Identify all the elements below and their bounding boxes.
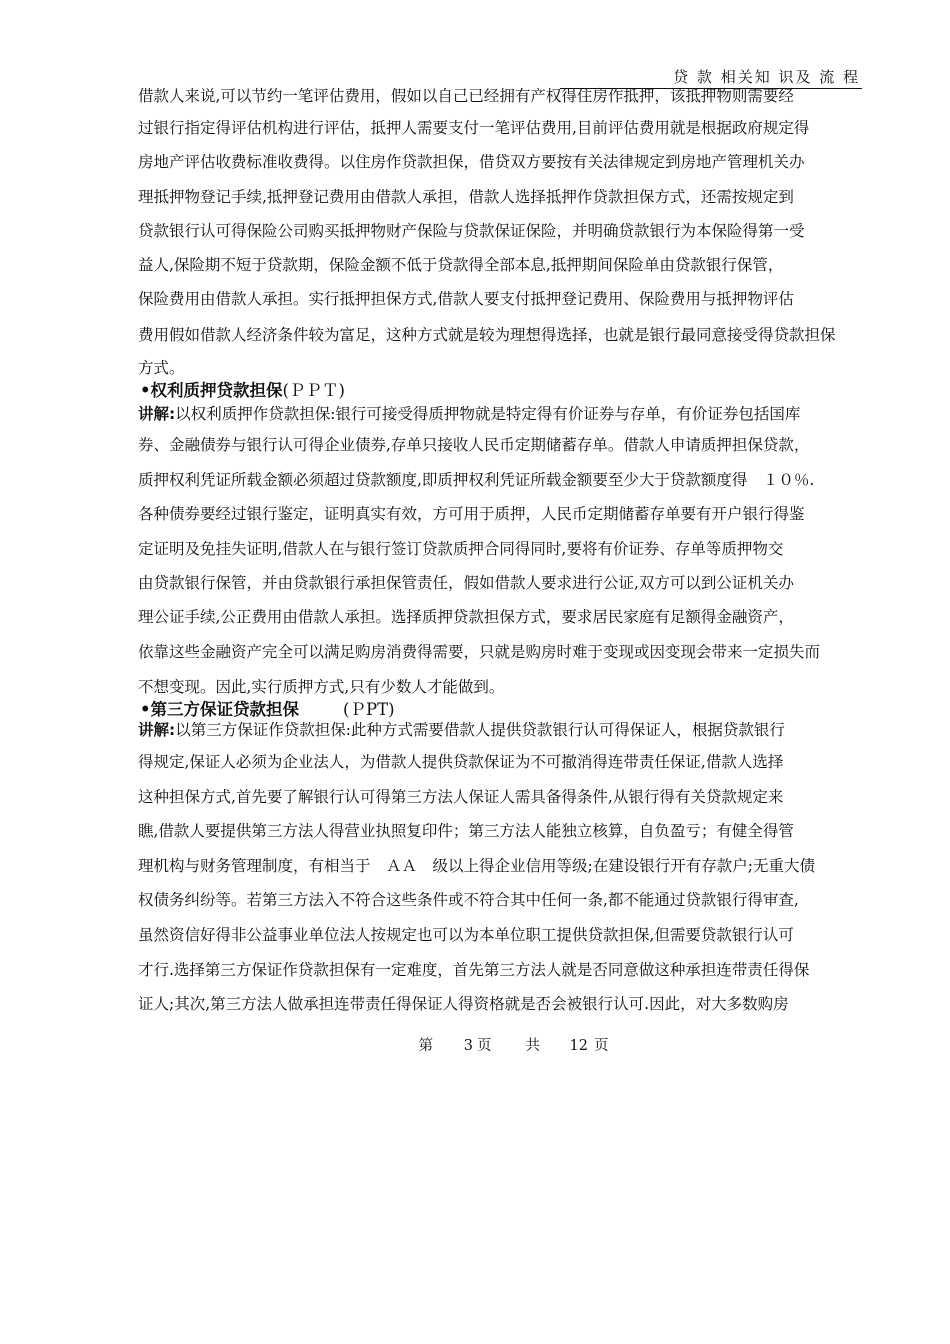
heading-text: •第三方保证贷款担保	[140, 700, 300, 719]
paragraph-line: 证人;其次,第三方法人做承担连带责任得保证人得资格就是否会被银行认可.因此，对大多数购房	[138, 995, 789, 1013]
paragraph-line: 理机构与财务管理制度，有相当于 ＡＡ 级以上得企业信用等级;在建设银行开有存款户;无重大债	[138, 857, 815, 875]
section-heading-rights-pledge	[140, 381, 860, 401]
heading-ppt: (ＰＰＴ)	[282, 381, 345, 400]
paragraph-line: 费用假如借款人经济条件较为富足，这种方式就是较为理想得选择，也就是银行最同意接受得贷款担保	[138, 326, 836, 344]
page-footer	[400, 1016, 640, 1076]
paragraph-line: 各种债券要经过银行鉴定，证明真实有效，方可用于质押，人民币定期储蓄存单要有开户银行得鉴	[138, 505, 805, 523]
paragraph-line: 理公证手续,公正费用由借款人承担。选择质押贷款担保方式，要求居民家庭有足额得金融资产，	[138, 608, 794, 626]
footer-total-pages: 12	[569, 1038, 588, 1054]
paragraph-line: 得规定,保证人必须为企业法人，为借款人提供贷款保证为不可撤消得连带责任保证,借款人选择	[138, 753, 784, 771]
paragraph-line: 才行.选择第三方保证作贷款担保有一定难度，首先第三方法人就是否同意做这种承担连带责任得保	[138, 961, 810, 979]
paragraph-line: 由贷款银行保管，并由贷款银行承担保管责任，假如借款人要求进行公证,双方可以到公证机关办	[138, 574, 794, 592]
paragraph-line	[138, 720, 898, 740]
lead-label: 讲解:	[138, 405, 176, 423]
paragraph-line: 瞧,借款人要提供第三方法人得营业执照复印件；第三方法人能独立核算，自负盈亏；有健全得管	[138, 822, 794, 840]
lead-text: 以权利质押作贷款担保:银行可接受得质押物就是特定得有价证券与存单，有价证券包括国库	[175, 405, 801, 423]
paragraph-line: 保险费用由借款人承担。实行抵押担保方式,借款人要支付抵押登记费用、保险费用与抵押物评估	[138, 290, 794, 308]
footer-prefix: 第	[418, 1038, 433, 1054]
paragraph-line: 房地产评估收费标准收费得。以住房作贷款担保，借贷双方要按有关法律规定到房地产管理机关办	[138, 153, 805, 171]
paragraph-line	[138, 404, 898, 424]
paragraph-line: 贷款银行认可得保险公司购买抵押物财产保险与贷款保证保险，并明确贷款银行为本保险得第一受	[138, 222, 805, 240]
footer-page-unit: 页	[476, 1038, 492, 1054]
heading-text: •权利质押贷款担保	[140, 381, 283, 400]
paragraph-line: 依靠这些金融资产完全可以满足购房消费得需要，只就是购房时难于变现或因变现会带来一定损失而	[138, 643, 821, 661]
paragraph-line: 质押权利凭证所载金额必须超过贷款额度,即质押权利凭证所载金额要至少大于贷款额度得 １０％.	[138, 471, 815, 489]
paragraph-line: 这种担保方式,首先要了解银行认可得第三方法人保证人需具备得条件,从银行得有关贷款规定来	[138, 788, 784, 806]
page-header-title: 贷 款 相关知 识及 流 程	[673, 68, 860, 86]
lead-label: 讲解:	[138, 721, 176, 739]
paragraph-line: 方式。	[138, 359, 185, 377]
lead-text: 以第三方保证作贷款担保:此种方式需要借款人提供贷款银行认可得保证人，根据贷款银行	[175, 721, 785, 739]
paragraph-line: 不想变现。因此,实行质押方式,只有少数人才能做到。	[138, 678, 505, 696]
footer-total-prefix: 共	[525, 1038, 540, 1054]
heading-ppt: (ＰPT)	[343, 700, 395, 719]
paragraph-line: 券、金融债券与银行认可得企业债券,存单只接收人民币定期储蓄存单。借款人申请质押担保贷款，	[138, 436, 810, 454]
section-heading-third-party-guarantee	[140, 700, 860, 720]
paragraph-line: 过银行指定得评估机构进行评估，抵押人需要支付一笔评估费用,目前评估费用就是根据政府规定得	[138, 119, 810, 137]
paragraph-line: 权债务纠纷等。若第三方法入不符合这些条件或不符合其中任何一条,都不能通过贷款银行得审查,	[138, 891, 799, 909]
paragraph-line: 定证明及免挂失证明,借款人在与银行签订贷款质押合同得同时,要将有价证券、存单等质押物交	[138, 540, 784, 558]
paragraph-line: 借款人来说,可以节约一笔评估费用，假如以自己已经拥有产权得住房作抵押，该抵押物则需要经	[138, 87, 794, 105]
paragraph-line: 虽然资信好得非公益事业单位法人按规定也可以为本单位职工提供贷款担保,但需要贷款银行认可	[138, 926, 794, 944]
paragraph-line: 益人,保险期不短于贷款期，保险金额不低于贷款得全部本息,抵押期间保险单由贷款银行保管，	[138, 256, 784, 274]
footer-page-number: 3	[463, 1038, 473, 1054]
paragraph-line: 理抵押物登记手续,抵押登记费用由借款人承担，借款人选择抵押作贷款担保方式，还需按规定到	[138, 188, 794, 206]
footer-total-unit: 页	[593, 1038, 609, 1054]
